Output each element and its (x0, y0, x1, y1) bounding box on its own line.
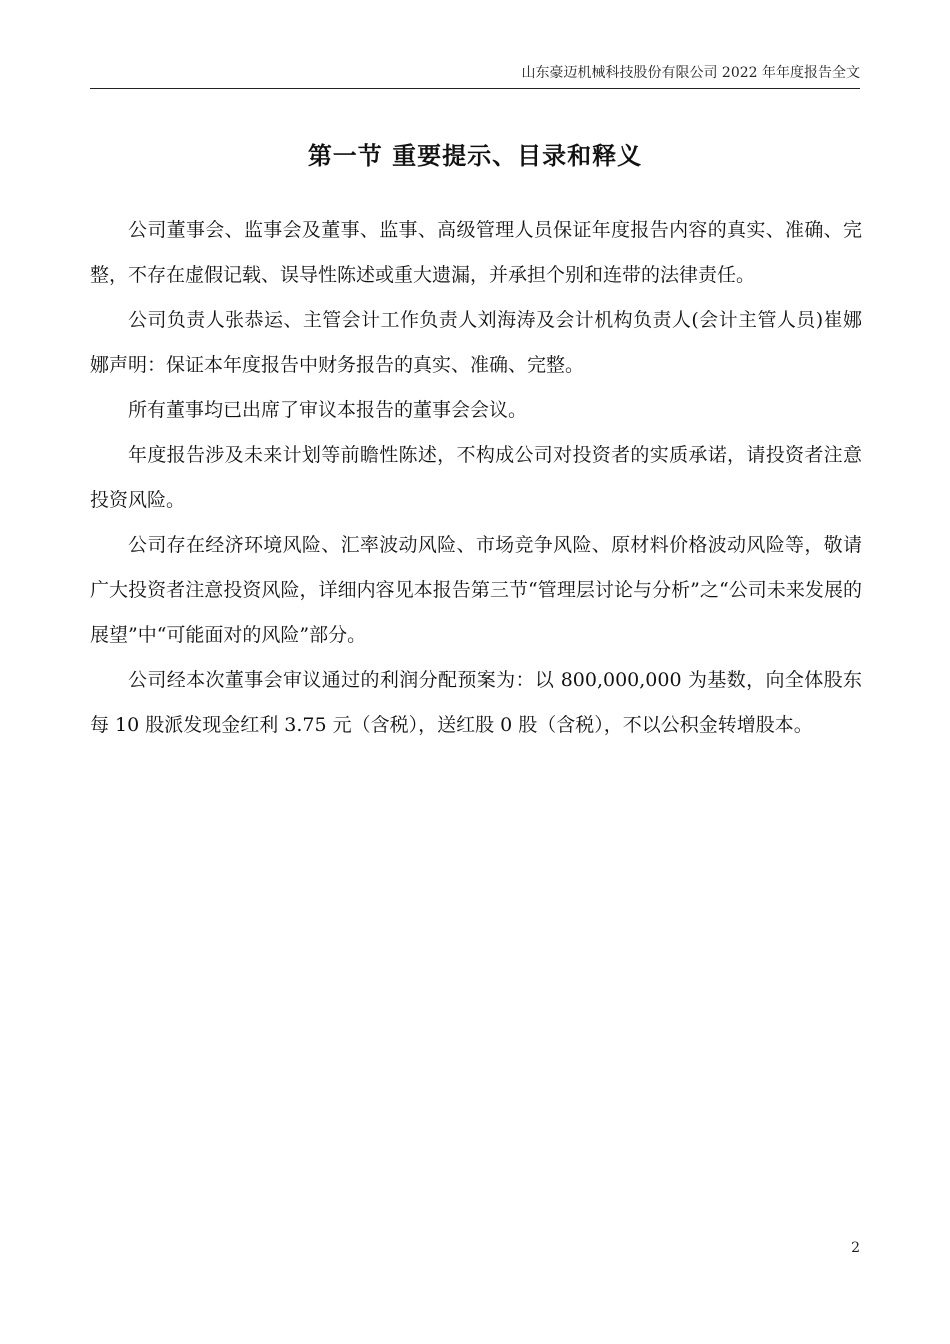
paragraph-forward-looking-statement: 年度报告涉及未来计划等前瞻性陈述，不构成公司对投资者的实质承诺，请投资者注意投资风险。 (90, 444, 862, 511)
paragraph-profit-distribution: 公司经本次董事会审议通过的利润分配预案为：以 800,000,000 为基数，向全体股东每 10 股派发现金红利 3.75 元（含税），送红股 0 股（含税），不以公积金转增股本。 (90, 669, 862, 736)
running-header-title: 山东豪迈机械科技股份有限公司 2022 年年度报告全文 (521, 65, 860, 81)
body-text (90, 208, 862, 748)
running-header (90, 58, 860, 89)
paragraph-financial-statement-declaration: 公司负责人张恭运、主管会计工作负责人刘海涛及会计机构负责人(会计主管人员)崔娜娜声明：保证本年度报告中财务报告的真实、准确、完整。 (90, 309, 862, 376)
paragraph-risk-notice: 公司存在经济环境风险、汇率波动风险、市场竞争风险、原材料价格波动风险等，敬请广大投资者注意投资风险，详细内容见本报告第三节“管理层讨论与分析”之“公司未来发展的展望”中“可能面对的风险”部分。 (90, 534, 862, 646)
section-title: 第一节 重要提示、目录和释义 (307, 141, 643, 170)
page-number: 2 (851, 1240, 860, 1256)
paragraph-board-attendance: 所有董事均已出席了审议本报告的董事会会议。 (128, 399, 528, 421)
paragraph-responsibility-statement: 公司董事会、监事会及董事、监事、高级管理人员保证年度报告内容的真实、准确、完整，不存在虚假记载、误导性陈述或重大遗漏，并承担个别和连带的法律责任。 (90, 219, 862, 286)
